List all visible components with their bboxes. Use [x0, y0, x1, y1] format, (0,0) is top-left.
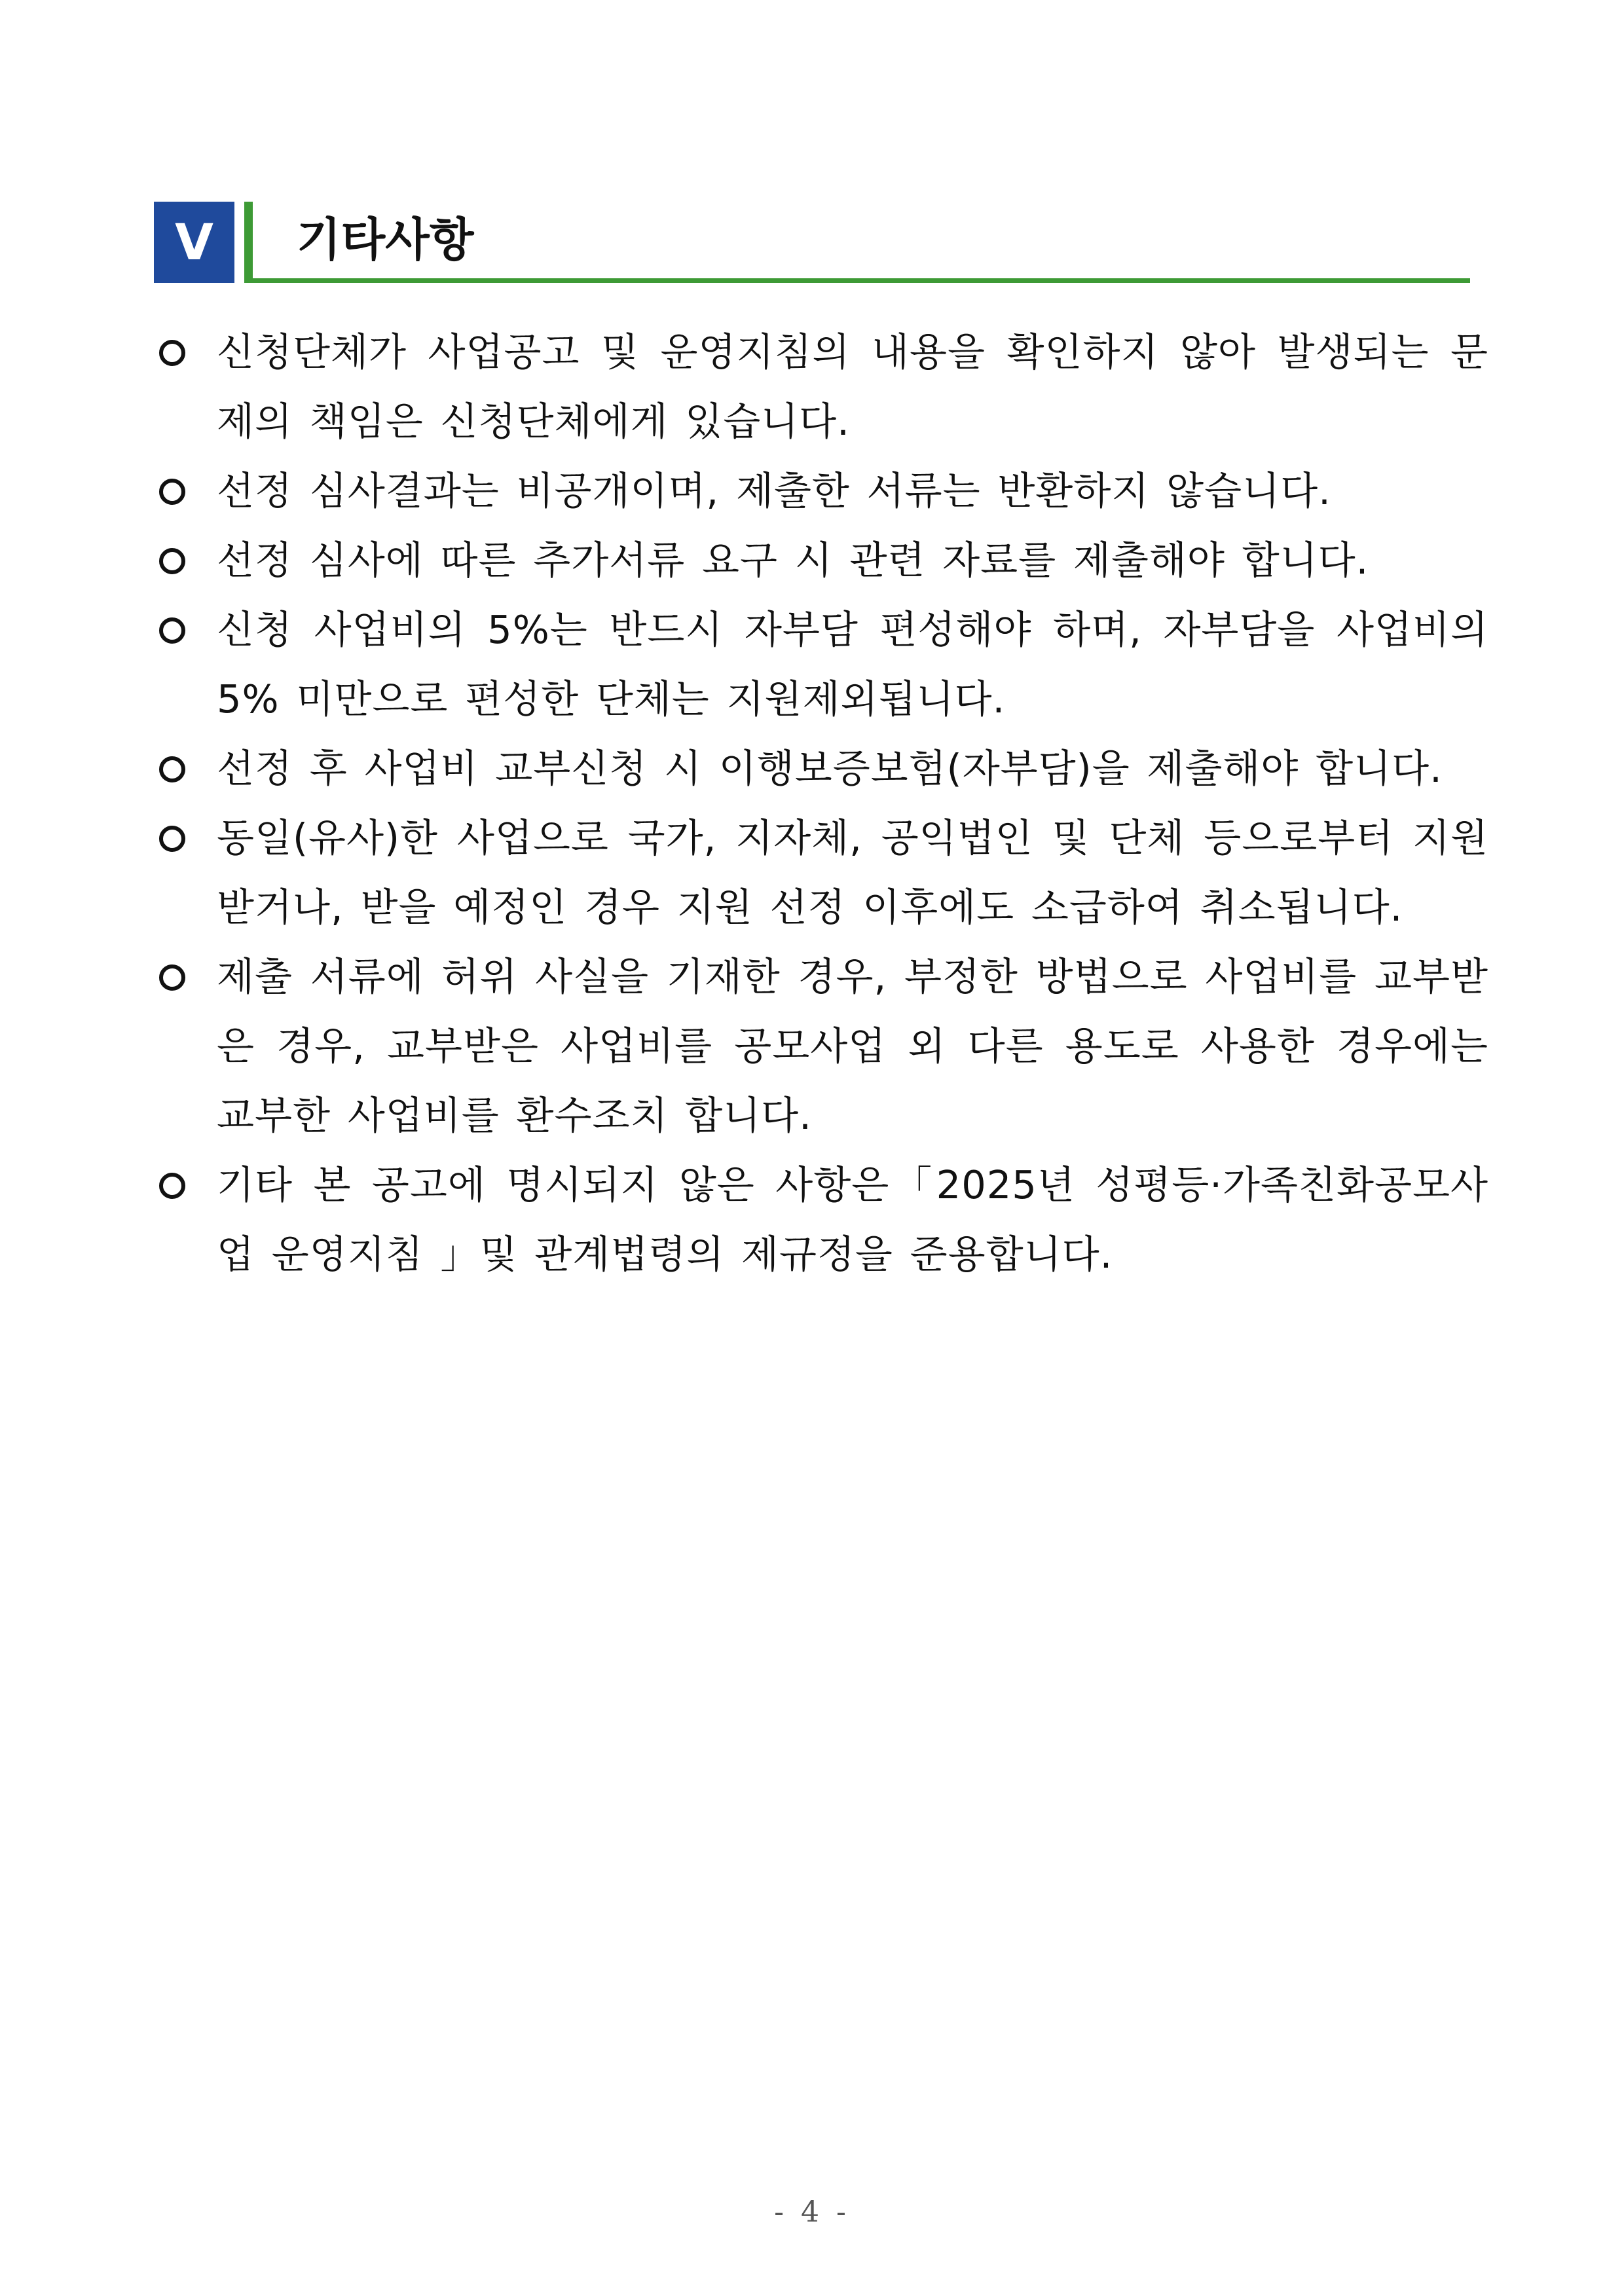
- circle-bullet-icon: [159, 1173, 185, 1199]
- list-item-text: 선정 심사에 따른 추가서류 요구 시 관련 자료를 제출해야 합니다.: [217, 538, 1369, 583]
- circle-bullet-icon: [159, 340, 185, 366]
- section-title: 기타사항: [297, 213, 474, 266]
- list-item: [159, 1150, 1488, 1289]
- circle-bullet-icon: [159, 617, 185, 644]
- list-item-text: 신청 사업비의 5%는 반드시 자부담 편성해야 하며, 자부담을 사업비의 5% 미만으로 편성한 단체는 지원제외됩니다.: [217, 607, 1488, 722]
- list-item: [159, 456, 1488, 526]
- circle-bullet-icon: [159, 548, 185, 574]
- page-number: - 4 -: [774, 2195, 850, 2229]
- list-item: [159, 595, 1488, 734]
- list-item-text: 신청단체가 사업공고 및 운영지침의 내용을 확인하지 않아 발생되는 문제의 책임은 신청단체에게 있습니다.: [217, 329, 1488, 444]
- list-item: [159, 803, 1488, 942]
- list-item: [159, 526, 1488, 595]
- circle-bullet-icon: [159, 479, 185, 505]
- list-item-text: 동일(유사)한 사업으로 국가, 지자체, 공익법인 및 단체 등으로부터 지원받거나, 받을 예정인 경우 지원 선정 이후에도 소급하여 취소됩니다.: [217, 815, 1488, 930]
- list-item-text: 기타 본 공고에 명시되지 않은 사항은「2025년 성평등·가족친화공모사업 운영지침 」및 관계법령의 제규정을 준용합니다.: [217, 1162, 1488, 1277]
- section-header: [154, 202, 1470, 285]
- list-item-text: 선정 심사결과는 비공개이며, 제출한 서류는 반환하지 않습니다.: [217, 468, 1331, 513]
- list-item: [159, 734, 1488, 803]
- section-underline: [244, 278, 1470, 283]
- list-item: [159, 318, 1488, 456]
- section-accent-bar: [244, 202, 253, 283]
- circle-bullet-icon: [159, 964, 185, 991]
- list-item-text: 제출 서류에 허위 사실을 기재한 경우, 부정한 방법으로 사업비를 교부받은 경우, 교부받은 사업비를 공모사업 외 다른 용도로 사용한 경우에는 교부한 사업비를 환수조치 합니다.: [217, 954, 1488, 1138]
- circle-bullet-icon: [159, 826, 185, 852]
- notice-list: [159, 318, 1488, 1289]
- circle-bullet-icon: [159, 756, 185, 782]
- section-number-badge: V: [154, 202, 234, 283]
- list-item: [159, 942, 1488, 1150]
- list-item-text: 선정 후 사업비 교부신청 시 이행보증보험(자부담)을 제출해야 합니다.: [217, 746, 1443, 791]
